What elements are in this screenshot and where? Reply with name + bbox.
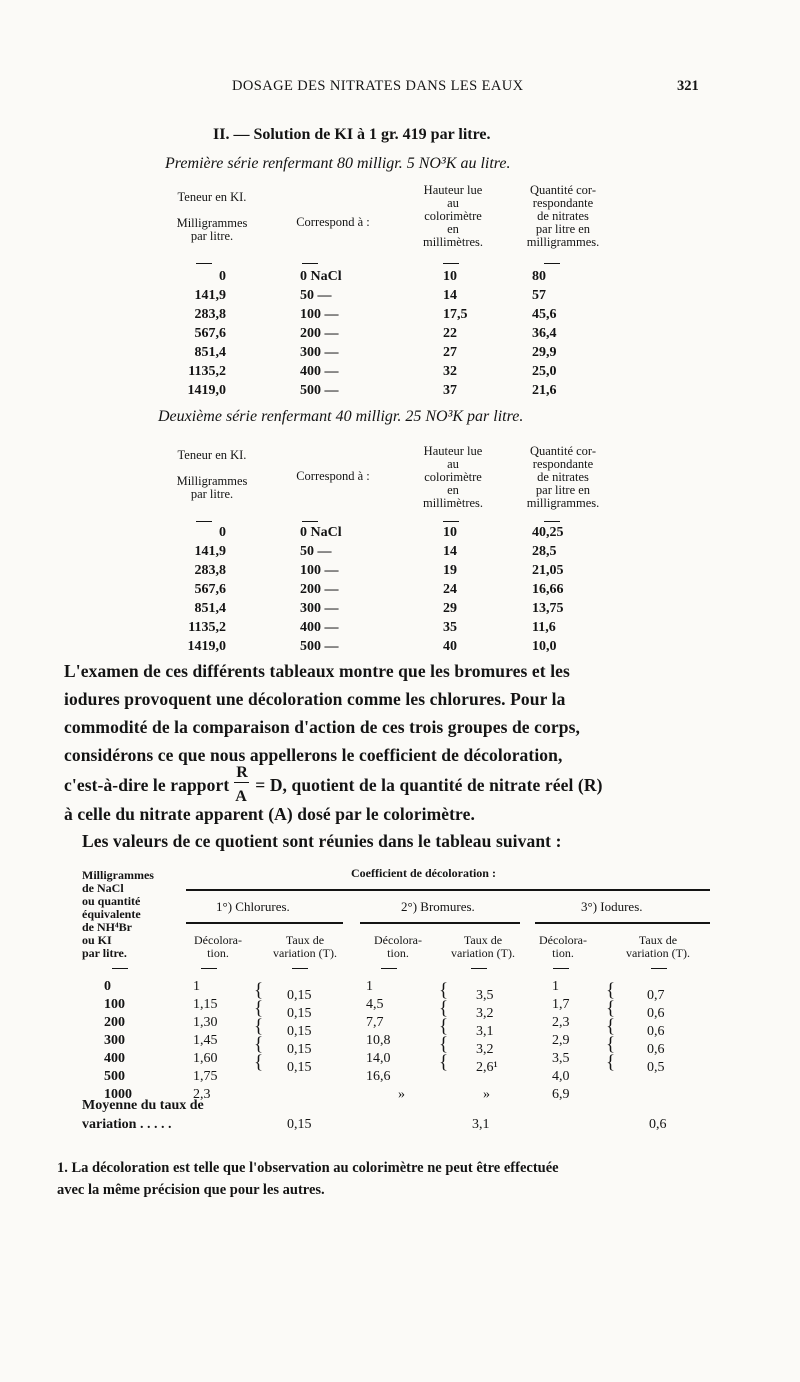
ki-cell: 283,8 (194, 307, 226, 322)
series2-header-ki: Teneur en KI. Milligrammes par litre. (176, 448, 248, 501)
quantite-cell: 28,5 (532, 544, 557, 559)
hauteur-cell: 10 (443, 525, 457, 540)
hauteur-cell: 40 (443, 639, 457, 654)
bromures-decoloration-cell: 1 (366, 979, 373, 994)
chlorures-decoloration-cell: 1,75 (193, 1069, 218, 1084)
table3-moyenne-label: Moyenne du taux de (82, 1098, 204, 1113)
series1-header-quantite: Quantité cor- respondante de nitrates par litre en milligrammes. (526, 183, 600, 249)
series2-header-rule (302, 521, 318, 522)
table3-stub-cell: 100 (104, 997, 125, 1012)
table3-sub-taux: Taux de variation (T). (273, 933, 337, 960)
bromures-decoloration-cell: 7,7 (366, 1015, 384, 1030)
paragraph-line: iodures provoquent une décoloration comme les chlorures. Pour la (64, 689, 566, 709)
running-title: DOSAGE DES NITRATES DANS LES EAUX (232, 78, 524, 94)
series2-header-rule (443, 521, 459, 522)
series1-header-ki: Teneur en KI. Milligrammes par litre. (176, 190, 248, 243)
table3-stub-cell: 200 (104, 1015, 125, 1030)
table3-main-header: Coefficient de décoloration : (351, 866, 496, 880)
quantite-cell: 40,25 (532, 525, 564, 540)
page-header (0, 78, 800, 98)
iodures-brace: { (606, 1016, 616, 1037)
ki-cell: 851,4 (194, 601, 226, 616)
iodures-decoloration-cell: 1,7 (552, 997, 570, 1012)
table3-moyenne-label: variation . . . . . (82, 1117, 172, 1132)
quantite-cell: 36,4 (532, 326, 557, 341)
chlorures-decoloration-cell: 1,60 (193, 1051, 218, 1066)
table3-group-rule (186, 922, 343, 924)
correspond-cell: 100 — (300, 563, 339, 578)
iodures-taux-cell: 0,6 (647, 1024, 665, 1039)
table3-sub-decoloration: Décolora- tion. (539, 933, 587, 960)
table3-header-rule (292, 968, 308, 969)
quantite-cell: 29,9 (532, 345, 557, 360)
bromures-brace: { (439, 1016, 449, 1037)
series2-header-hauteur: Hauteur lue au colorimètre en millimètres. (422, 444, 484, 510)
hauteur-cell: 19 (443, 563, 457, 578)
series1-title: Première série renfermant 80 milligr. 5 NO³K au litre. (165, 155, 511, 172)
correspond-cell: 0 NaCl (300, 525, 342, 540)
iodures-brace: { (606, 980, 616, 1001)
series1-header-hauteur: Hauteur lue au colorimètre en millimètres. (422, 183, 484, 249)
hauteur-cell: 14 (443, 544, 457, 559)
table3-stub-header: Milligrammes de NaCl ou quantité équivalente de NH⁴Br ou KI par litre. (82, 868, 154, 960)
bromures-brace: { (439, 1034, 449, 1055)
table3-sub-taux: Taux de variation (T). (626, 933, 690, 960)
iodures-decoloration-cell: 2,3 (552, 1015, 570, 1030)
correspond-cell: 300 — (300, 345, 339, 360)
chlorures-decoloration-cell: 1,15 (193, 997, 218, 1012)
bromures-taux-cell: 2,6¹ (476, 1060, 498, 1075)
series2-header-quantite: Quantité cor- respondante de nitrates par litre en milligrammes. (526, 444, 600, 510)
iodures-decoloration-cell: 2,9 (552, 1033, 570, 1048)
quantite-cell: 10,0 (532, 639, 557, 654)
series1-header-rule (443, 263, 459, 264)
table3-sub-taux: Taux de variation (T). (451, 933, 515, 960)
ki-cell: 567,6 (194, 582, 226, 597)
quantite-cell: 25,0 (532, 364, 557, 379)
table3-group-iodures: 3°) Iodures. (581, 899, 643, 914)
ki-cell: 0 (219, 269, 226, 284)
table3-stub-cell: 1000 (104, 1087, 132, 1102)
table3-header-rule (201, 968, 217, 969)
correspond-cell: 200 — (300, 582, 339, 597)
series2-header-rule (544, 521, 560, 522)
series1-header-rule (302, 263, 318, 264)
section-title: II. — Solution de KI à 1 gr. 419 par litre. (213, 126, 491, 143)
ki-cell: 851,4 (194, 345, 226, 360)
correspond-cell: 50 — (300, 544, 332, 559)
correspond-cell: 500 — (300, 639, 339, 654)
paragraph-text: = D, quotient de la quantité de nitrate réel (R) (255, 775, 603, 795)
quantite-cell: 21,05 (532, 563, 564, 578)
series1-header-correspond: Correspond à : (296, 215, 370, 229)
table3-header-rule (381, 968, 397, 969)
table3-group-rule (360, 922, 520, 924)
series2-header-correspond: Correspond à : (296, 469, 370, 483)
table3-header-rule (112, 968, 128, 969)
ki-cell: 1419,0 (187, 383, 226, 398)
ki-cell: 0 (219, 525, 226, 540)
chlorures-brace: { (254, 998, 264, 1019)
paragraph-line: Les valeurs de ce quotient sont réunies dans le tableau suivant : (82, 831, 562, 851)
ki-cell: 283,8 (194, 563, 226, 578)
chlorures-decoloration-cell: 2,3 (193, 1087, 211, 1102)
chlorures-brace: { (254, 1052, 264, 1073)
hauteur-cell: 29 (443, 601, 457, 616)
chlorures-taux-cell: 0,15 (287, 1006, 312, 1021)
chlorures-decoloration-cell: 1 (193, 979, 200, 994)
table3-top-rule (186, 889, 710, 891)
correspond-cell: 300 — (300, 601, 339, 616)
iodures-brace: { (606, 1034, 616, 1055)
iodures-brace: { (606, 998, 616, 1019)
correspond-cell: 0 NaCl (300, 269, 342, 284)
correspond-cell: 500 — (300, 383, 339, 398)
table3-moyenne-bromures: 3,1 (472, 1117, 490, 1132)
correspond-cell: 400 — (300, 364, 339, 379)
correspond-cell: 400 — (300, 620, 339, 635)
hauteur-cell: 17,5 (443, 307, 468, 322)
ki-cell: 1135,2 (188, 364, 226, 379)
footnote-line: 1. La décoloration est telle que l'observation au colorimètre ne peut être effectuée (57, 1160, 559, 1176)
chlorures-decoloration-cell: 1,30 (193, 1015, 218, 1030)
quantite-cell: 45,6 (532, 307, 557, 322)
footnote-line: avec la même précision que pour les autres. (57, 1182, 325, 1198)
chlorures-taux-cell: 0,15 (287, 1024, 312, 1039)
table3-header-rule (553, 968, 569, 969)
table3-group-rule (535, 922, 710, 924)
hauteur-cell: 37 (443, 383, 457, 398)
hauteur-cell: 27 (443, 345, 457, 360)
chlorures-decoloration-cell: 1,45 (193, 1033, 218, 1048)
chlorures-taux-cell: 0,15 (287, 988, 312, 1003)
ratio-fraction (232, 764, 252, 805)
table3-stub-cell: 300 (104, 1033, 125, 1048)
bromures-decoloration-cell: 16,6 (366, 1069, 391, 1084)
table3-sub-decoloration: Décolora- tion. (374, 933, 422, 960)
quantite-cell: 16,66 (532, 582, 564, 597)
table3-sub-decoloration: Décolora- tion. (194, 933, 242, 960)
series2-title: Deuxième série renfermant 40 milligr. 25 NO³K par litre. (158, 408, 524, 425)
bromures-1000-cell: » (483, 1087, 490, 1102)
paragraph-text: c'est-à-dire le rapport (64, 775, 230, 795)
hauteur-cell: 10 (443, 269, 457, 284)
fraction-numerator: R (236, 764, 248, 781)
page-number: 321 (677, 78, 699, 94)
chlorures-brace: { (254, 1034, 264, 1055)
ki-cell: 1419,0 (187, 639, 226, 654)
iodures-taux-cell: 0,6 (647, 1042, 665, 1057)
table3-header-rule (471, 968, 487, 969)
paragraph-line: considérons ce que nous appellerons le coefficient de décoloration, (64, 745, 563, 765)
paragraph-line: L'examen de ces différents tableaux montre que les bromures et les (64, 661, 570, 681)
hauteur-cell: 32 (443, 364, 457, 379)
iodures-decoloration-cell: 4,0 (552, 1069, 570, 1084)
chlorures-taux-cell: 0,15 (287, 1060, 312, 1075)
quantite-cell: 57 (532, 288, 546, 303)
table3-stub-cell: 400 (104, 1051, 125, 1066)
fraction-denominator: A (235, 788, 247, 805)
chlorures-brace: { (254, 980, 264, 1001)
chlorures-taux-cell: 0,15 (287, 1042, 312, 1057)
table3-moyenne-iodures: 0,6 (649, 1117, 667, 1132)
quantite-cell: 11,6 (532, 620, 556, 635)
iodures-brace: { (606, 1052, 616, 1073)
table3-group-chlorures: 1°) Chlorures. (216, 899, 290, 914)
paragraph-line: commodité de la comparaison d'action de ces trois groupes de corps, (64, 717, 580, 737)
correspond-cell: 50 — (300, 288, 332, 303)
bromures-taux-cell: 3,2 (476, 1006, 494, 1021)
iodures-taux-cell: 0,6 (647, 1006, 665, 1021)
series1-header-rule (196, 263, 212, 264)
iodures-decoloration-cell: 3,5 (552, 1051, 570, 1066)
bromures-1000-cell: » (398, 1087, 405, 1102)
table3-group-bromures: 2°) Bromures. (401, 899, 475, 914)
hauteur-cell: 24 (443, 582, 457, 597)
table3-stub-cell: 0 (104, 979, 111, 994)
iodures-decoloration-cell: 1 (552, 979, 559, 994)
ki-cell: 1135,2 (188, 620, 226, 635)
iodures-decoloration-cell: 6,9 (552, 1087, 570, 1102)
table3-moyenne-chlorures: 0,15 (287, 1117, 312, 1132)
ki-cell: 141,9 (194, 544, 226, 559)
paragraph-line: à celle du nitrate apparent (A) dosé par le colorimètre. (64, 804, 475, 824)
iodures-taux-cell: 0,5 (647, 1060, 665, 1075)
chlorures-brace: { (254, 1016, 264, 1037)
bromures-taux-cell: 3,5 (476, 988, 494, 1003)
hauteur-cell: 35 (443, 620, 457, 635)
quantite-cell: 80 (532, 269, 546, 284)
table3-header-rule (651, 968, 667, 969)
correspond-cell: 100 — (300, 307, 339, 322)
bromures-taux-cell: 3,1 (476, 1024, 494, 1039)
bromures-decoloration-cell: 14,0 (366, 1051, 391, 1066)
table3-stub-cell: 500 (104, 1069, 125, 1084)
quantite-cell: 13,75 (532, 601, 564, 616)
series2-header-rule (196, 521, 212, 522)
iodures-taux-cell: 0,7 (647, 988, 665, 1003)
paragraph-line (64, 764, 603, 805)
series1-header-rule (544, 263, 560, 264)
bromures-brace: { (439, 1052, 449, 1073)
bromures-brace: { (439, 998, 449, 1019)
bromures-brace: { (439, 980, 449, 1001)
bromures-decoloration-cell: 10,8 (366, 1033, 391, 1048)
hauteur-cell: 14 (443, 288, 457, 303)
ki-cell: 567,6 (194, 326, 226, 341)
correspond-cell: 200 — (300, 326, 339, 341)
bromures-taux-cell: 3,2 (476, 1042, 494, 1057)
quantite-cell: 21,6 (532, 383, 557, 398)
ki-cell: 141,9 (194, 288, 226, 303)
hauteur-cell: 22 (443, 326, 457, 341)
bromures-decoloration-cell: 4,5 (366, 997, 384, 1012)
